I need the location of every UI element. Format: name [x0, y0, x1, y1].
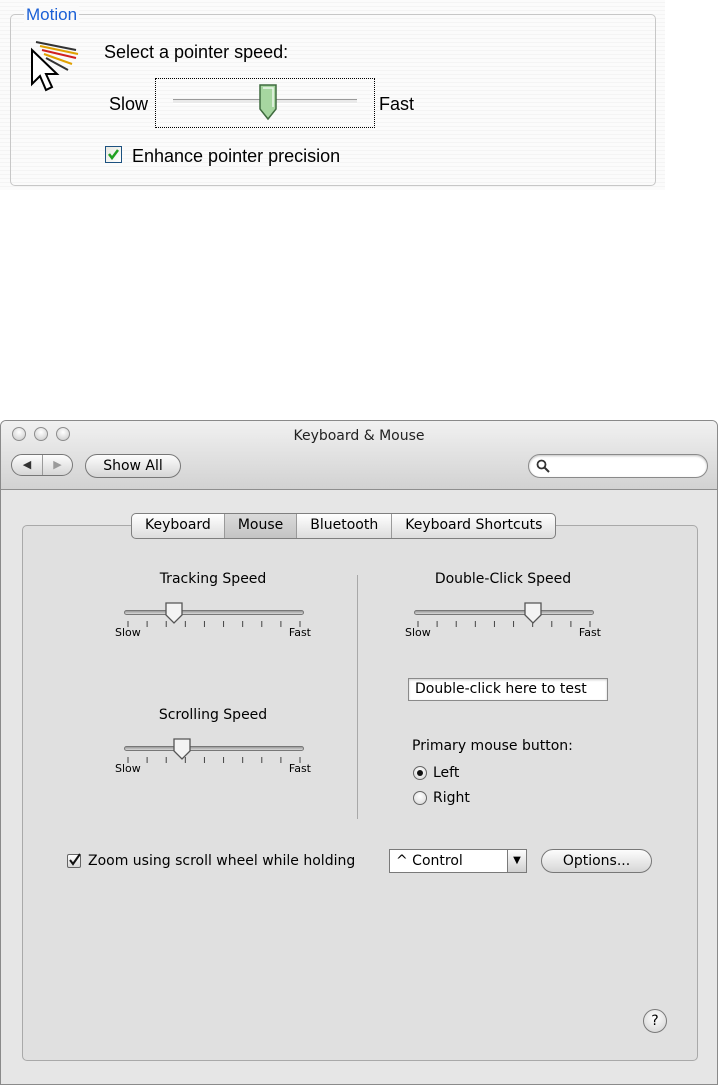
nav-back-forward: [11, 454, 73, 476]
tab-keyboard[interactable]: Keyboard: [132, 514, 225, 538]
enhance-precision-label[interactable]: Enhance pointer precision: [132, 146, 341, 166]
checkmark-icon: [106, 147, 121, 162]
options-button[interactable]: Options...: [541, 849, 652, 873]
radio-selected-dot: [417, 770, 423, 776]
enhance-precision-checkbox[interactable]: [105, 146, 122, 163]
double-click-test-field[interactable]: Double-click here to test: [408, 678, 608, 701]
tracking-speed-slider[interactable]: [115, 601, 311, 647]
scrolling-speed-slider[interactable]: [115, 737, 311, 783]
tab-bluetooth[interactable]: Bluetooth: [297, 514, 392, 538]
zoom-scroll-checkbox[interactable]: [67, 854, 81, 868]
slider-thumb-icon[interactable]: [172, 737, 192, 761]
radio-left[interactable]: [413, 766, 427, 780]
slider-track: [124, 610, 304, 615]
slider-thumb-icon[interactable]: [164, 601, 184, 625]
motion-group-title: Motion: [26, 5, 78, 24]
primary-mouse-button-label: Primary mouse button:: [412, 738, 573, 754]
double-click-speed-slider[interactable]: [405, 601, 601, 647]
zoom-modifier-select[interactable]: [389, 849, 527, 873]
slow-label: Slow: [405, 626, 431, 639]
slow-label: Slow: [115, 626, 141, 639]
keyboard-mouse-window: [0, 420, 718, 1085]
slider-ticks: [127, 757, 301, 763]
window-toolbar: [1, 421, 717, 490]
pointer-speed-icon: [26, 36, 86, 92]
fast-label: Fast: [379, 94, 415, 114]
slider-thumb-icon[interactable]: [523, 601, 543, 625]
radio-right[interactable]: [413, 791, 427, 805]
radio-left-label[interactable]: Left: [433, 765, 460, 781]
column-divider: [357, 575, 358, 819]
show-all-button[interactable]: Show All: [85, 454, 181, 478]
scrolling-speed-title: Scrolling Speed: [158, 707, 268, 723]
fast-label: Fast: [288, 626, 311, 639]
zoom-scroll-label[interactable]: Zoom using scroll wheel while holding: [88, 853, 356, 869]
tab-keyboard-shortcuts[interactable]: Keyboard Shortcuts: [405, 517, 543, 533]
slider-ticks: [417, 621, 591, 627]
search-input[interactable]: [528, 454, 708, 478]
tab-bar: [131, 513, 556, 539]
pointer-speed-slider[interactable]: [155, 78, 375, 128]
slider-ticks: [127, 621, 301, 627]
zoom-modifier-value: ^ Control: [396, 853, 463, 869]
double-click-speed-title: Double-Click Speed: [434, 571, 572, 587]
slider-track: [414, 610, 594, 615]
checkmark-icon: [68, 853, 82, 867]
fast-label: Fast: [288, 762, 311, 775]
back-arrow-icon[interactable]: ◀: [12, 455, 43, 475]
slider-track: [124, 746, 304, 751]
radio-right-label[interactable]: Right: [433, 790, 470, 806]
tracking-speed-title: Tracking Speed: [159, 571, 267, 587]
slow-label: Slow: [109, 94, 149, 114]
forward-arrow-icon[interactable]: ▶: [53, 458, 62, 471]
slow-label: Slow: [115, 762, 141, 775]
window-title: Keyboard & Mouse: [293, 428, 425, 444]
chevron-down-icon: ▼: [507, 850, 526, 872]
help-icon[interactable]: ?: [643, 1009, 667, 1033]
tab-mouse[interactable]: Mouse: [225, 514, 297, 538]
pointer-speed-label: Select a pointer speed:: [104, 42, 289, 62]
magnifier-icon: [536, 459, 550, 473]
slider-thumb-icon[interactable]: [258, 83, 278, 121]
fast-label: Fast: [578, 626, 601, 639]
xp-motion-panel: [0, 0, 665, 190]
